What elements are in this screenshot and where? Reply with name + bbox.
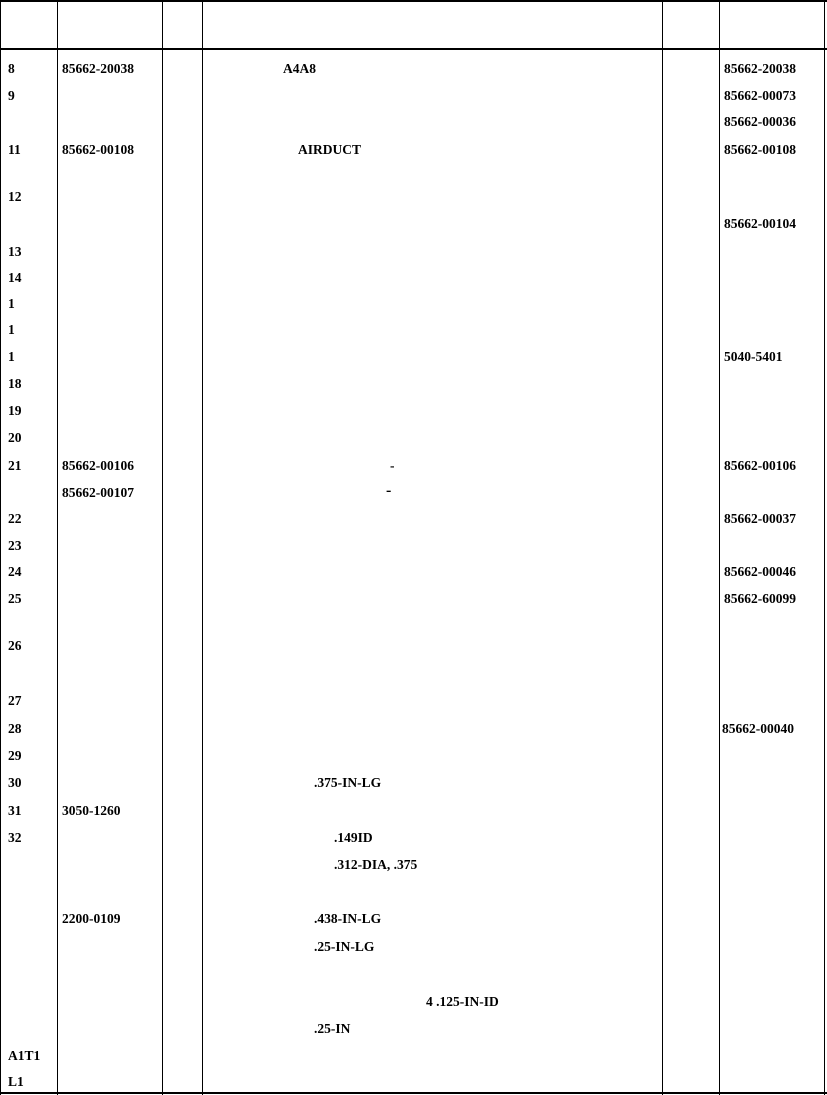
mfr-part-number: 85662-00037: [724, 511, 796, 526]
ref-index: A1T1: [8, 1048, 41, 1063]
description: AIRDUCT: [298, 142, 362, 157]
ref-index: 29: [8, 748, 22, 763]
table-border-right: [824, 0, 825, 1095]
ref-index: 20: [8, 430, 22, 445]
part-number: 85662-00108: [62, 142, 134, 157]
mfr-part-number: 85662-00104: [724, 216, 796, 231]
description: 4 .125-IN-ID: [426, 994, 499, 1009]
description: .438-IN-LG: [314, 911, 382, 926]
table-border-top: [0, 0, 827, 2]
ref-index: 25: [8, 591, 22, 606]
ref-index: 18: [8, 376, 22, 391]
ref-index: 28: [8, 721, 22, 736]
part-number: 2200-0109: [62, 911, 121, 926]
description: .25-IN: [314, 1021, 351, 1036]
description: .375-IN-LG: [314, 775, 382, 790]
ref-index: 21: [8, 458, 22, 473]
description: -: [386, 483, 392, 499]
part-number: 3050-1260: [62, 803, 121, 818]
ref-index: 27: [8, 693, 22, 708]
description: A4A8: [283, 61, 316, 76]
mfr-part-number: 85662-00046: [724, 564, 796, 579]
mfr-part-number: 85662-00036: [724, 114, 796, 129]
table-border-left: [0, 0, 1, 1095]
header-divider: [0, 48, 827, 50]
table-border-bottom: [0, 1092, 827, 1094]
column-divider: [162, 0, 163, 1095]
ref-index: 12: [8, 189, 22, 204]
ref-index: 24: [8, 564, 22, 579]
description: -: [390, 458, 395, 473]
description: .149ID: [334, 830, 373, 845]
ref-index: 1: [8, 296, 15, 311]
ref-index: 8: [8, 61, 15, 76]
ref-index: 1: [8, 349, 15, 364]
ref-index: 22: [8, 511, 22, 526]
mfr-part-number: 85662-20038: [724, 61, 796, 76]
ref-index: 11: [8, 142, 21, 157]
ref-index: 19: [8, 403, 22, 418]
ref-index: 13: [8, 244, 22, 259]
ref-index: 23: [8, 538, 22, 553]
mfr-part-number: 85662-00073: [724, 88, 796, 103]
ref-index: 31: [8, 803, 22, 818]
mfr-part-number: 85662-60099: [724, 591, 796, 606]
part-number: 85662-20038: [62, 61, 134, 76]
ref-index: 9: [8, 88, 15, 103]
ref-index: 26: [8, 638, 22, 653]
description: .312-DIA, .375: [334, 857, 418, 872]
column-divider: [719, 0, 720, 1095]
mfr-part-number: 85662-00106: [724, 458, 796, 473]
ref-index: 1: [8, 322, 15, 337]
ref-index: L1: [8, 1074, 24, 1089]
part-number: 85662-00107: [62, 485, 134, 500]
ref-index: 30: [8, 775, 22, 790]
mfr-part-number: 85662-00108: [724, 142, 796, 157]
description: .25-IN-LG: [314, 939, 375, 954]
column-divider: [662, 0, 663, 1095]
mfr-part-number: 5040-5401: [724, 349, 783, 364]
column-divider: [57, 0, 58, 1095]
mfr-part-number: 85662-00040: [722, 721, 794, 736]
ref-index: 14: [8, 270, 22, 285]
part-number: 85662-00106: [62, 458, 134, 473]
ref-index: 32: [8, 830, 22, 845]
column-divider: [202, 0, 203, 1095]
